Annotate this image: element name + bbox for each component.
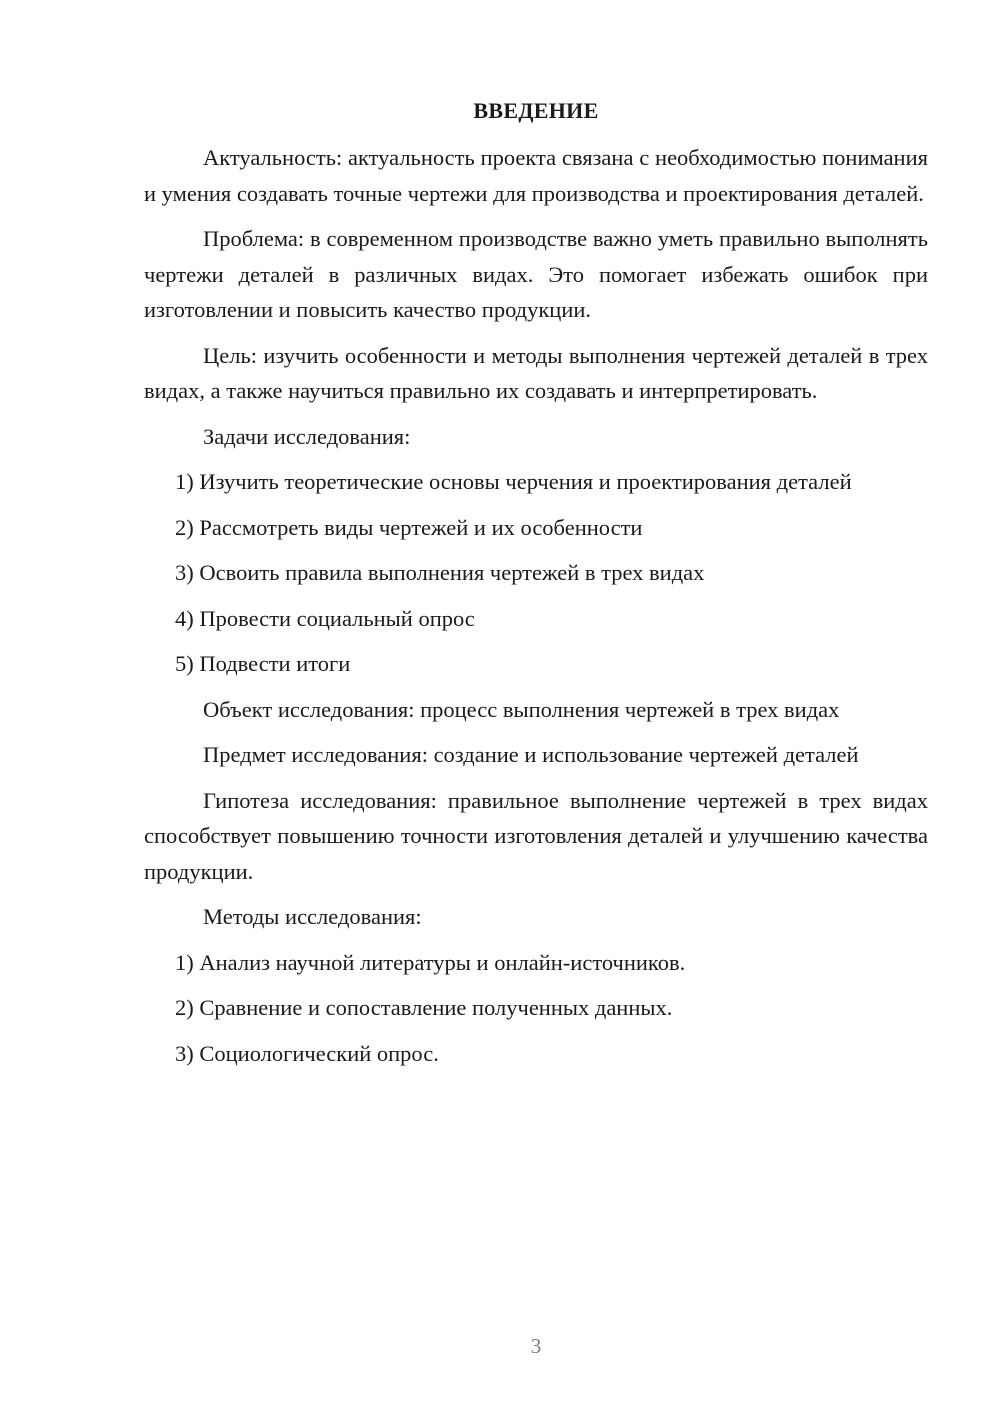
subject-paragraph: Предмет исследования: создание и использование чертежей деталей xyxy=(203,742,859,767)
task-item: 2) Рассмотреть виды чертежей и их особенности xyxy=(175,514,643,540)
page-content xyxy=(144,96,928,1081)
method-item: 1) Анализ научной литературы и онлайн-источников. xyxy=(175,949,686,975)
task-item: 3) Освоить правила выполнения чертежей в трех видах xyxy=(175,560,705,585)
page-number: 3 xyxy=(530,1334,542,1358)
relevance-paragraph: Актуальность: актуальность проекта связана с необходимостью понимания и умения создавать точные чертежи для производства и проектирования деталей. xyxy=(144,145,928,206)
task-item: 1) Изучить теоретические основы черчения и проектирования деталей xyxy=(175,469,852,494)
page-title: ВВЕДЕНИЕ xyxy=(473,98,599,123)
tasks-heading: Задачи исследования: xyxy=(203,423,411,449)
task-item: 4) Провести социальный опрос xyxy=(175,605,475,631)
method-item: 2) Сравнение и сопоставление полученных данных. xyxy=(175,995,673,1020)
task-item: 5) Подвести итоги xyxy=(175,651,351,676)
object-paragraph: Объект исследования: процесс выполнения чертежей в трех видах xyxy=(203,696,840,722)
hypothesis-paragraph: Гипотеза исследования: правильное выполнение чертежей в трех видах способствует повышению точности изготовления деталей и улучшению качества продукции. xyxy=(144,787,928,884)
method-item: 3) Социологический опрос. xyxy=(175,1040,439,1066)
methods-heading: Методы исследования: xyxy=(203,904,422,929)
problem-paragraph: Проблема: в современном производстве важно уметь правильно выполнять чертежи деталей в различных видах. Это помогает избежать ошибок при изготовлении и повысить качество продукции. xyxy=(144,226,928,322)
goal-paragraph: Цель: изучить особенности и методы выполнения чертежей деталей в трех видах, а также научиться правильно их создавать и интерпретировать. xyxy=(144,342,928,403)
